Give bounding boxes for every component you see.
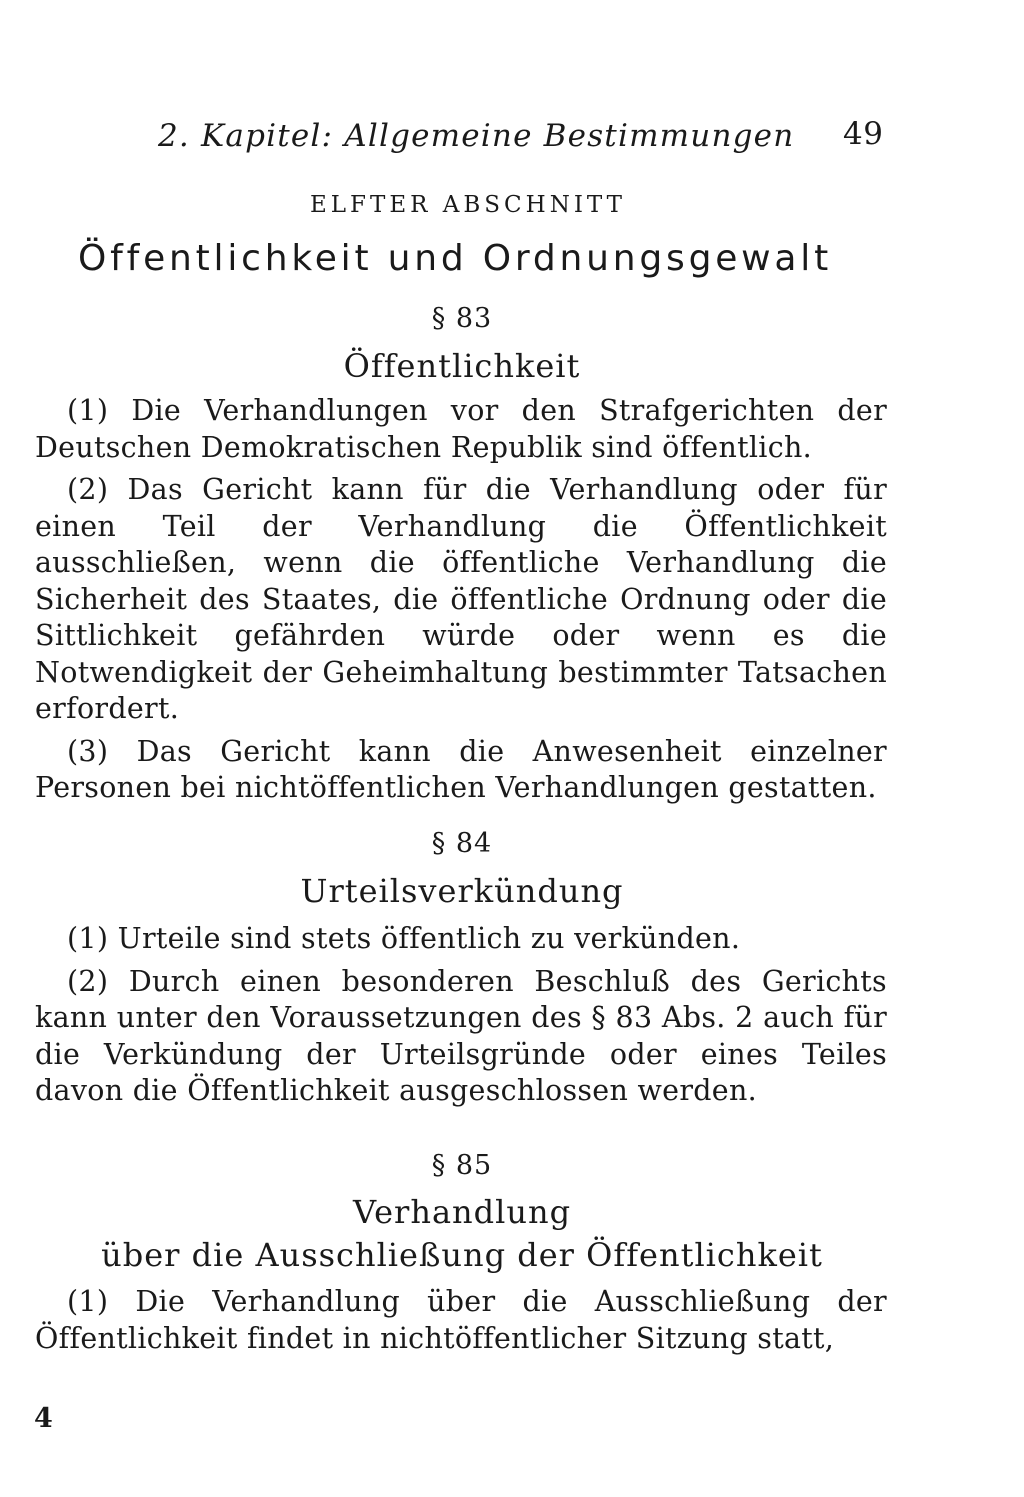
section-83-title: Öffentlichkeit: [343, 347, 581, 385]
part-title: Öffentlichkeit und Ordnungsgewalt: [77, 238, 832, 279]
section-83-paragraph-3: (3) Das Gericht kann die Anwesenheit einzelner Personen bei nichtöffentlichen Verhandlungen gestatten.: [35, 734, 887, 804]
section-85-body: [35, 1284, 887, 1357]
section-84-paragraph-1: (1) Urteile sind stets öffentlich zu verkünden.: [67, 922, 741, 955]
section-83-body: [35, 393, 887, 807]
signature-mark: 4: [34, 1403, 53, 1434]
part-label: ELFTER ABSCHNITT: [309, 192, 627, 218]
section-85-number: § 85: [431, 1150, 493, 1181]
section-85-title-line-2: über die Ausschließung der Öffentlichkeit: [101, 1236, 823, 1274]
section-85-paragraph-1: (1) Die Verhandlung über die Ausschließung der Öffentlichkeit findet in nichtöffentlicher Sitzung statt,: [35, 1285, 887, 1355]
section-84-number: § 84: [431, 828, 493, 859]
section-84-title: Urteilsverkündung: [300, 872, 624, 910]
section-83-paragraph-1: (1) Die Verhandlungen vor den Strafgerichten der Deutschen Demokratischen Republik sind öffentlich.: [35, 394, 887, 464]
section-83-paragraph-2: (2) Das Gericht kann für die Verhandlung oder für einen Teil der Verhandlung die Öffentlichkeit ausschließen, wenn die öffentliche Verhandlung die Sicherheit des Staates, die öffentliche Ordnung oder die Sittlichkeit gefährden würde oder wenn es die Notwendigkeit der Geheimhaltung bestimmter Tatsachen erfordert.: [35, 473, 887, 725]
running-head: 2. Kapitel: Allgemeine Bestimmungen: [158, 118, 795, 154]
section-85-title-line-1: Verhandlung: [352, 1193, 572, 1231]
section-83-number: § 83: [431, 303, 493, 334]
page-number: 49: [843, 116, 884, 152]
section-84-paragraph-2: (2) Durch einen besonderen Beschluß des Gerichts kann unter den Voraussetzungen des § 83 Abs. 2 auch für die Verkündung der Urteilsgründe oder eines Teiles davon die Öffentlichkeit ausgeschlossen werden.: [35, 964, 887, 1107]
section-84-body: [35, 921, 887, 1110]
